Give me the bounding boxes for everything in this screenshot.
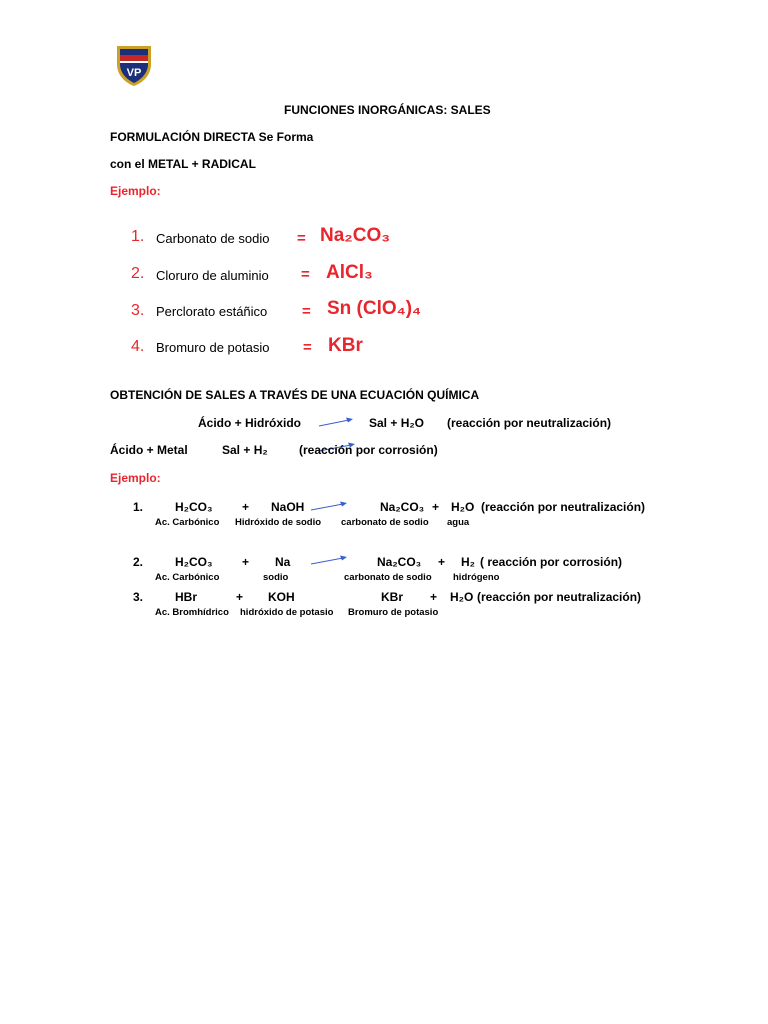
compound-name: Perclorato estáñico	[156, 304, 268, 319]
page-title: FUNCIONES INORGÁNICAS: SALES	[284, 103, 491, 117]
reactant-2: NaOH	[271, 500, 305, 514]
reactant-2-name: sodio	[263, 572, 289, 583]
reaction-note: ( reacción por corrosión)	[480, 555, 623, 569]
plus-sign: +	[236, 590, 244, 604]
reactant-2: KOH	[268, 590, 295, 604]
list-item-number: 2.	[131, 265, 145, 282]
reaction-number: 2.	[133, 555, 144, 569]
product-1: Na₂CO₃	[377, 555, 422, 569]
reactant-2-name: Hidróxido de sodio	[235, 517, 322, 528]
plus-sign: +	[430, 590, 438, 604]
equals-sign: =	[297, 230, 306, 247]
product-1: KBr	[381, 590, 404, 604]
equals-sign: =	[302, 303, 311, 320]
school-shield-logo-icon	[114, 42, 154, 88]
reactant-1-name: Ac. Carbónico	[155, 517, 220, 528]
rule-note: (reacción por neutralización)	[447, 416, 612, 430]
plus-sign: +	[242, 555, 250, 569]
equals-sign: =	[303, 339, 312, 356]
compound-formula: Sn (ClO₄)₄	[327, 298, 422, 319]
compound-name: Carbonato de sodio	[156, 231, 270, 246]
arrow-icon	[310, 500, 348, 512]
reaction-note: (reacción por neutralización)	[481, 500, 646, 514]
product-1-name: Bromuro de potasio	[348, 607, 439, 618]
product-2-name: agua	[447, 517, 470, 528]
rule-left: Ácido + Metal	[110, 443, 188, 457]
list-item-number: 3.	[131, 302, 145, 319]
arrow-icon	[310, 554, 348, 566]
arrow-icon	[318, 416, 354, 428]
intro-line-1: FORMULACIÓN DIRECTA Se Forma	[110, 130, 314, 144]
product-2-name: hidrógeno	[453, 572, 500, 583]
reaction-number: 1.	[133, 500, 144, 514]
reactant-1-name: Ac. Bromhídrico	[155, 607, 229, 618]
svg-text:VP: VP	[126, 67, 142, 79]
plus-sign: +	[432, 500, 440, 514]
product-2: H₂O	[451, 500, 475, 514]
plus-sign: +	[438, 555, 446, 569]
compound-formula: Na₂CO₃	[320, 225, 391, 246]
equals-sign: =	[301, 266, 310, 283]
compound-formula: KBr	[328, 335, 363, 356]
plus-sign: +	[242, 500, 250, 514]
rule-right: Sal + H₂	[222, 443, 268, 457]
intro-line-2: con el METAL + RADICAL	[110, 157, 256, 171]
reactant-2-name: hidróxido de potasio	[240, 607, 334, 618]
reactant-1: H₂CO₃	[175, 500, 213, 514]
rule-right: Sal + H₂O	[369, 416, 425, 430]
compound-name: Bromuro de potasio	[156, 340, 270, 355]
reactant-1: HBr	[175, 590, 198, 604]
product-1-name: carbonato de sodio	[344, 572, 432, 583]
reactant-2: Na	[275, 555, 291, 569]
rule-note: (reacción por corrosión)	[299, 443, 438, 457]
compound-formula: AlCl₃	[326, 262, 373, 283]
rule-left: Ácido + Hidróxido	[198, 416, 302, 430]
compound-name: Cloruro de aluminio	[156, 268, 269, 283]
reactant-1: H₂CO₃	[175, 555, 213, 569]
section-title: OBTENCIÓN DE SALES A TRAVÉS DE UNA ECUACIÓN QUÍMICA	[110, 388, 480, 402]
product-1: Na₂CO₃	[380, 500, 425, 514]
reaction-number: 3.	[133, 590, 144, 604]
list-item-number: 1.	[131, 228, 145, 245]
reactant-1-name: Ac. Carbónico	[155, 572, 220, 583]
reaction-note: (reacción por neutralización)	[477, 590, 642, 604]
list-item-number: 4.	[131, 338, 145, 355]
product-2: H₂	[461, 555, 475, 569]
product-2: H₂O	[450, 590, 474, 604]
example-label-2: Ejemplo:	[110, 471, 161, 485]
product-1-name: carbonato de sodio	[341, 517, 429, 528]
example-label-1: Ejemplo:	[110, 184, 161, 198]
